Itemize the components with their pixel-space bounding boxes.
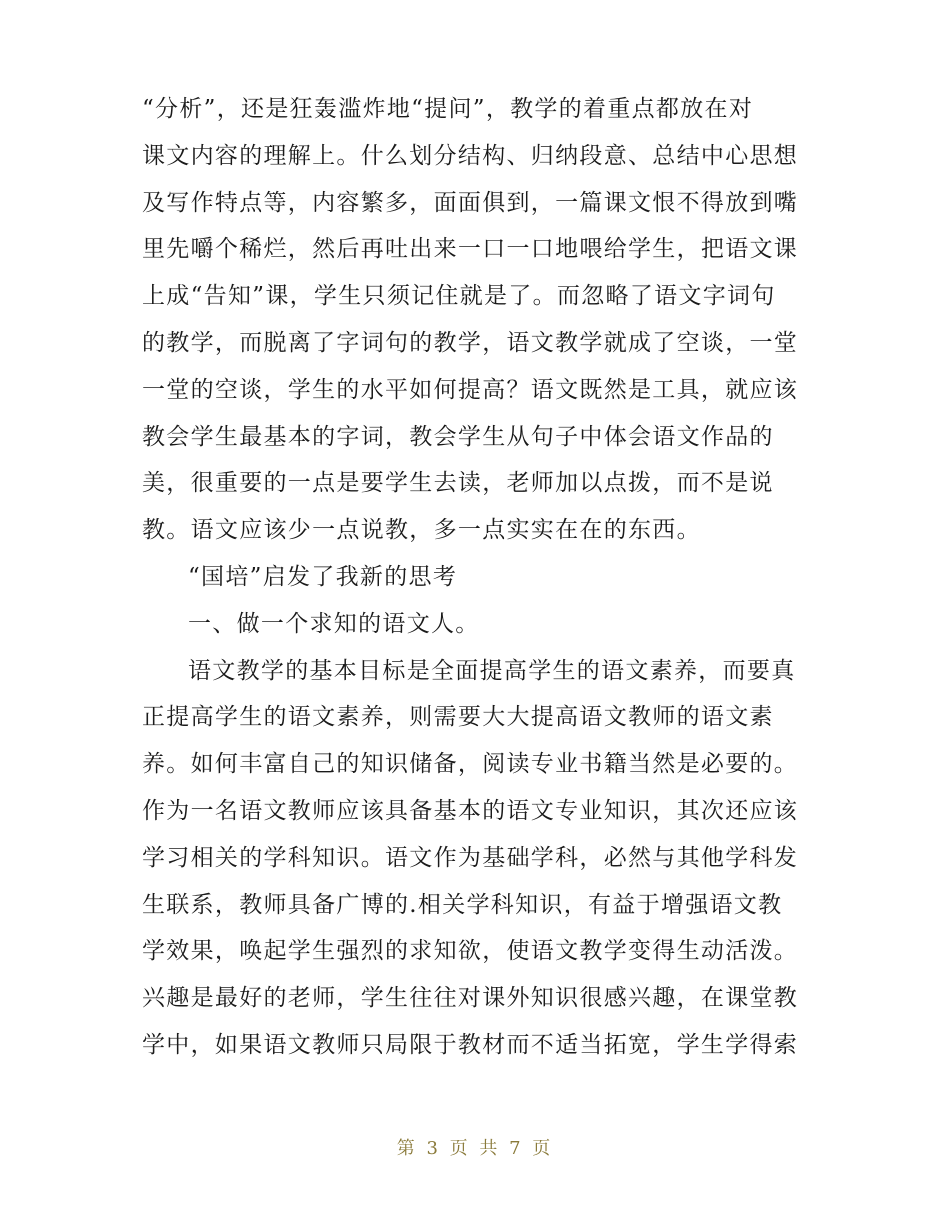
- subsection-heading: 一、做一个求知的语文人。: [188, 610, 480, 637]
- document-body: [142, 86, 812, 1069]
- text-line: 生联系，教师具备广博的.相关学科知识，有益于增强语文教: [142, 891, 783, 918]
- text-line: 学中，如果语文教师只局限于教材而不适当拓宽，学生学得索: [142, 1031, 799, 1058]
- text-line: “分析”，还是狂轰滥炸地“提问”，教学的着重点都放在对: [142, 96, 754, 122]
- text-line: 正提高学生的语文素养，则需要大大提高语文教师的语文素: [142, 704, 774, 731]
- text-line: 教会学生最基本的字词，教会学生从句子中体会语文作品的: [142, 423, 774, 450]
- text-line: 及写作特点等，内容繁多，面面俱到，一篇课文恨不得放到嘴: [142, 189, 799, 216]
- text-line: 上成“告知”课，学生只须记住就是了。而忽略了语文字词句: [142, 283, 776, 310]
- text-line: 作为一名语文教师应该具备基本的语文专业知识，其次还应该: [142, 797, 799, 824]
- text-line: 兴趣是最好的老师，学生往往对课外知识很感兴趣，在课堂教: [142, 985, 799, 1012]
- text-line: 养。如何丰富自己的知识储备，阅读专业书籍当然是必要的。: [142, 751, 799, 778]
- text-line: 的教学，而脱离了字词句的教学，语文教学就成了空谈，一堂: [142, 329, 799, 356]
- text-line: 教。语文应该少一点说教，多一点实实在在的东西。: [142, 517, 701, 544]
- text-line: 里先嚼个稀烂，然后再吐出来一口一口地喂给学生，把语文课: [142, 236, 799, 263]
- text-line: 美，很重要的一点是要学生去读，老师加以点拨，而不是说: [142, 470, 774, 497]
- text-line: 课文内容的理解上。什么划分结构、归纳段意、总结中心思想: [142, 142, 799, 169]
- text-line: 学效果，唤起学生强烈的求知欲，使语文教学变得生动活泼。: [142, 938, 799, 965]
- paragraph-first-line: 语文教学的基本目标是全面提高学生的语文素养，而要真: [188, 657, 796, 684]
- page-number-footer: 第 3 页 共 7 页: [396, 1138, 554, 1159]
- section-heading: “国培”启发了我新的思考: [188, 563, 458, 590]
- text-line: 学习相关的学科知识。语文作为基础学科，必然与其他学科发: [142, 844, 799, 871]
- text-line: 一堂的空谈，学生的水平如何提高？语文既然是工具，就应该: [142, 376, 799, 403]
